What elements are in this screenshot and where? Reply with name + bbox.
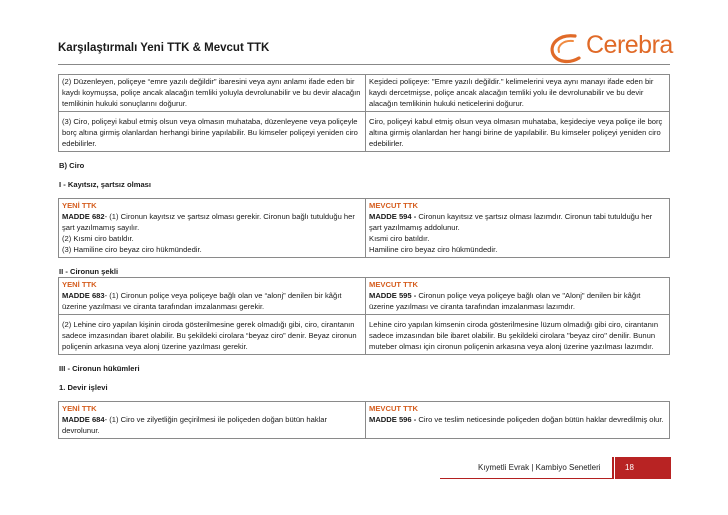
logo-wordmark: Cerebra <box>586 31 673 59</box>
footer-divider <box>612 457 614 479</box>
current-ttk-label: MEVCUT TTK <box>369 280 418 289</box>
table-block-i <box>58 198 670 258</box>
page-number: 18 <box>615 457 671 479</box>
article-text: Cironun poliçe veya poliçeye bağlı olan ve "Alonj" denilen bir kâğıt üzerine yazılması ve ciranta tarafından imzalanması lazımdır. <box>369 291 641 311</box>
table-row <box>59 112 670 152</box>
document-title: Karşılaştırmalı Yeni TTK & Mevcut TTK <box>58 42 270 54</box>
table-section-a <box>58 74 670 152</box>
current-ttk-cell <box>366 402 670 439</box>
article-number: MADDE 684 <box>62 415 105 424</box>
new-ttk-cell: (2) Düzenleyen, poliçeye “emre yazılı değildir” ibaresini veya aynı anlamı ifade eden bir kaydı koymuşsa, poliçe ancak alacağın temliki yoluyla devrolunabilir ve bu devir alacağın temlikinin hukuki sonuçlarını doğurur. <box>59 75 366 112</box>
footer-rule <box>440 478 612 479</box>
article-number: MADDE 683 <box>62 291 105 300</box>
new-ttk-cell <box>59 402 366 439</box>
footer-title: Kıymetli Evrak | Kambiyo Senetleri <box>478 463 601 472</box>
table-row <box>59 278 670 315</box>
new-ttk-cell <box>59 278 366 315</box>
new-ttk-label: YENİ TTK <box>62 404 97 413</box>
article-text: (2) Kısmi ciro batıldır. <box>62 234 134 243</box>
heading-1: 1. Devir işlevi <box>59 383 108 392</box>
article-text: - (1) Ciro ve zilyetliğin geçirilmesi ile poliçeden doğan bütün haklar devrolunur. <box>62 415 328 435</box>
current-ttk-cell: Keşideci poliçeye: "Emre yazılı değildir." kelimelerini veya aynı manayı ifade eden bir kaydı dercetmişse, poliçe ancak alacağın temliki yolu ile devrolunabilir ve bu devir alacağın temlikinin hukuki neticelerini doğurur. <box>366 75 670 112</box>
table-block-iii <box>58 401 670 439</box>
current-ttk-label: MEVCUT TTK <box>369 404 418 413</box>
current-ttk-cell: Lehine ciro yapılan kimsenin ciroda gösterilmesine lüzum olmadığı gibi ciro, cirantanın sadece imzasından bile ibaret olabilir. Bu şekildeki cirolara "beyaz ciro" denilir. Bunun muteber olması için cironun poliçenin arkasına veya alonj üzerine yazılması lazımdır. <box>366 315 670 355</box>
article-text: Ciro ve teslim neticesinde poliçeden doğan bütün haklar devredilmiş olur. <box>416 415 664 424</box>
current-ttk-cell <box>366 199 670 258</box>
article-number: MADDE 682 <box>62 212 105 221</box>
logo-swoosh-icon <box>545 30 585 66</box>
table-row <box>59 75 670 112</box>
table-block-ii <box>58 277 670 355</box>
article-text: (3) Hamiline ciro beyaz ciro hükmündedir. <box>62 245 202 254</box>
current-ttk-cell: Ciro, poliçeyi kabul etmiş olsun veya olmasın muhataba, keşideciye veya poliçe ile borç altına girmiş olanlardan her hangi birine de yapılabilir. Bu kimseler poliçeyi yeniden ciro edebilirler. <box>366 112 670 152</box>
new-ttk-label: YENİ TTK <box>62 280 97 289</box>
article-text: - (1) Cironun poliçe veya poliçeye bağlı olan ve “alonj” denilen bir kâğıt üzerine yazılması ve ciranta tarafından imzalanması gerekir. <box>62 291 342 311</box>
new-ttk-cell <box>59 199 366 258</box>
article-number: MADDE 596 - <box>369 415 417 424</box>
page-footer <box>440 457 670 479</box>
heading-ii: II - Cironun şekli <box>59 267 119 276</box>
article-text: Kısmi ciro batıldır. <box>369 234 430 243</box>
article-text: - (1) Cironun kayıtsız ve şartsız olması gerekir. Cironun bağlı tutulduğu her şart yazılmamış sayılır. <box>62 212 355 232</box>
new-ttk-label: YENİ TTK <box>62 201 97 210</box>
table-row <box>59 315 670 355</box>
new-ttk-cell: (2) Lehine ciro yapılan kişinin ciroda gösterilmesine gerek olmadığı gibi, ciro, cirantanın sadece imzasından ibaret olabilir. Bu şekildeki cirolara “beyaz ciro” denir. Beyaz cironun poliçenin arkasına veya alonj üzerine yazılması gerekir. <box>59 315 366 355</box>
comparison-content <box>58 74 670 439</box>
heading-b: B) Ciro <box>59 161 85 170</box>
new-ttk-cell: (3) Ciro, poliçeyi kabul etmiş olsun veya olmasın muhataba, düzenleyene veya poliçeyle borç altına girmiş olanlardan herhangi birine yapılabilir. Bu kimseler poliçeyi yeniden ciro edebilirler. <box>59 112 366 152</box>
current-ttk-cell <box>366 278 670 315</box>
heading-iii: III - Cironun hükümleri <box>59 364 140 373</box>
current-ttk-label: MEVCUT TTK <box>369 201 418 210</box>
article-number: MADDE 594 - <box>369 212 417 221</box>
table-row <box>59 402 670 439</box>
heading-i: I - Kayıtsız, şartsız olması <box>59 180 152 189</box>
article-text: Hamiline ciro beyaz ciro hükmündedir. <box>369 245 498 254</box>
table-row <box>59 199 670 258</box>
article-text: Cironun kayıtsız ve şartsız olması lazımdır. Cironun tabi tutulduğu her şart yazılmamış addolunur. <box>369 212 653 232</box>
article-number: MADDE 595 - <box>369 291 417 300</box>
